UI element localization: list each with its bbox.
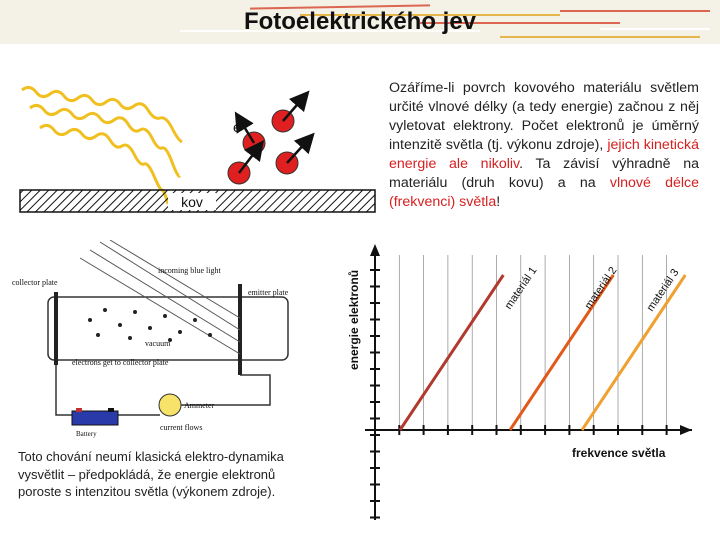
ammeter-icon [159, 394, 181, 416]
label-vacuum: vacuum [145, 339, 171, 348]
series-label-3: materiál 3 [644, 266, 682, 314]
electrons [228, 98, 308, 184]
label-electrons: electrons get to collector plate [72, 358, 169, 367]
label-ammeter: Ammeter [184, 401, 215, 410]
energy-frequency-chart [340, 230, 700, 530]
electron-label: e- [233, 119, 244, 135]
label-incoming-light: incoming blue light [158, 266, 221, 275]
axis-ticks [370, 270, 667, 518]
series-labels [503, 265, 682, 314]
explanation-text: Ozáříme-li povrch kovového materiálu světlem určité vlnové délky (a tedy energie) začnou z něj vyletovat elektrony. Počet elektronů je úměrný intenzitě světla (tj. výkonu zdroje), jejich kinetická energie ale nikoliv. Ta závisí výhradně na materiálu (druh kovu) a na vlnové délce (frekvenci) světla! [389, 80, 699, 210]
vacuum-tube [48, 297, 288, 360]
apparatus-diagram [10, 240, 310, 440]
label-current-flows: current flows [160, 423, 203, 432]
series-line-1 [400, 275, 503, 430]
page-title: Fotoelektrického jev [243, 8, 477, 35]
label-emitter-plate: emitter plate [248, 288, 289, 297]
series-label-2: materiál 2 [582, 264, 620, 312]
classical-note: Toto chování neumí klasická elektro-dynamika vysvětlit – předpokládá, že energie elektronů poroste s intenzitou světla (výkonem zdroje). [18, 449, 284, 499]
x-axis-label: frekvence světla [572, 446, 666, 460]
label-collector-plate: collector plate [12, 278, 58, 287]
metal-label: kov [181, 194, 203, 210]
label-battery: Battery [76, 430, 97, 438]
light-waves [22, 87, 182, 204]
y-axis-label: energie elektronů [347, 269, 361, 370]
series-label-1: materiál 1 [502, 264, 540, 312]
photoelectric-illustration [0, 60, 380, 235]
battery-icon [72, 411, 118, 425]
